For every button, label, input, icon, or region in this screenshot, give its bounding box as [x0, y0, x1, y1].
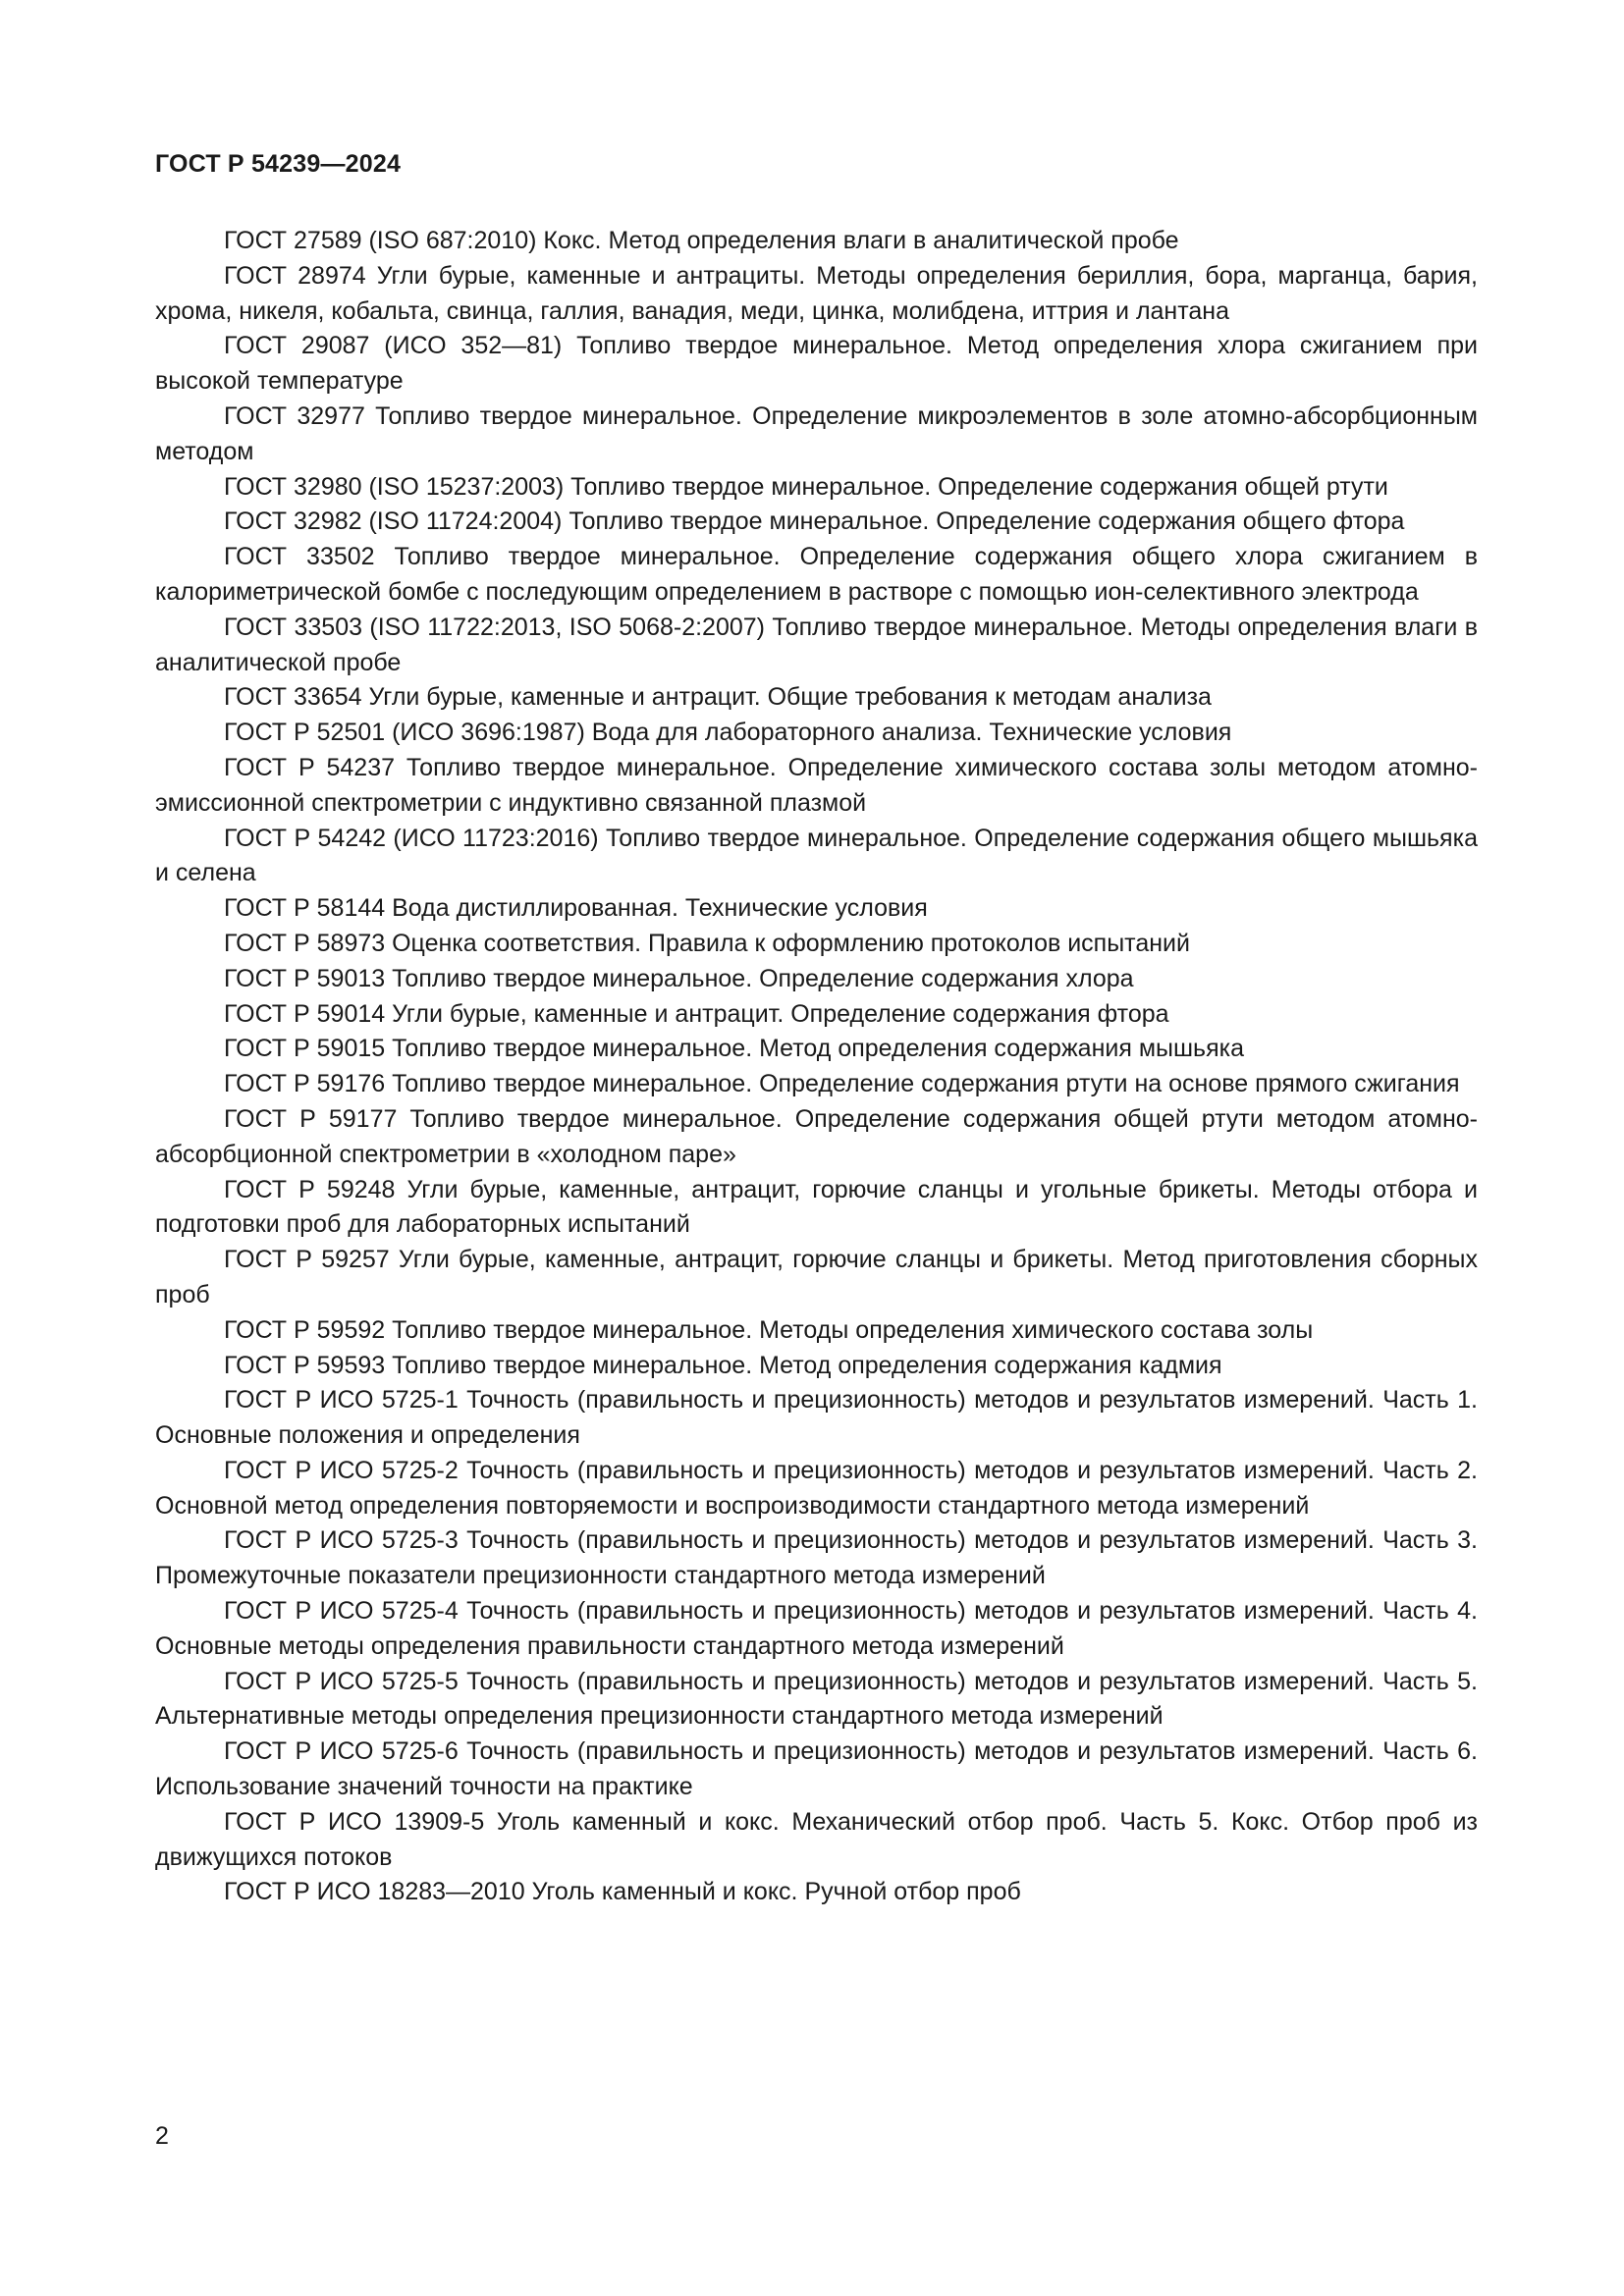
reference-entry: ГОСТ Р ИСО 5725-3 Точность (правильность и прецизионность) методов и результатов измерений. Часть 3. Промежуточные показатели прецизионности стандартного метода измерений [155, 1526, 1478, 1590]
reference-entry: ГОСТ 32977 Топливо твердое минеральное. Определение микроэлементов в золе атомно-абсорбционным методом [155, 401, 1478, 465]
reference-entry: ГОСТ Р 59014 Угли бурые, каменные и антрацит. Определение содержания фтора [224, 999, 1169, 1028]
reference-entry: ГОСТ Р ИСО 5725-2 Точность (правильность и прецизионность) методов и результатов измерений. Часть 2. Основной метод определения повторяемости и воспроизводимости стандартного метода измерений [155, 1456, 1478, 1520]
page-number: 2 [155, 2122, 169, 2150]
reference-entry: ГОСТ Р ИСО 5725-4 Точность (правильность и прецизионность) методов и результатов измерений. Часть 4. Основные методы определения правильности стандартного метода измерений [155, 1597, 1478, 1660]
reference-entry: ГОСТ Р 54242 (ИСО 11723:2016) Топливо твердое минеральное. Определение содержания общего мышьяка и селена [155, 824, 1478, 887]
reference-entry: ГОСТ Р 59176 Топливо твердое минеральное. Определение содержания ртути на основе прямого сжигания [224, 1070, 1460, 1098]
reference-entry: ГОСТ Р 58973 Оценка соответствия. Правила к оформлению протоколов испытаний [224, 929, 1190, 957]
reference-entry: ГОСТ Р ИСО 5725-1 Точность (правильность и прецизионность) методов и результатов измерений. Часть 1. Основные положения и определения [155, 1386, 1478, 1450]
normative-references-list [155, 224, 1478, 1910]
reference-entry: ГОСТ 33502 Топливо твердое минеральное. Определение содержания общего хлора сжиганием в калориметрической бомбе с последующим определением в растворе с помощью ион-селективного электрода [155, 543, 1478, 606]
reference-entry: ГОСТ Р 52501 (ИСО 3696:1987) Вода для лабораторного анализа. Технические условия [224, 719, 1232, 747]
reference-entry: ГОСТ Р 54237 Топливо твердое минеральное. Определение химического состава золы методом атомно-эмиссионной спектрометрии с индуктивно связанной плазмой [155, 753, 1478, 817]
reference-entry: ГОСТ 29087 (ИСО 352—81) Топливо твердое минеральное. Метод определения хлора сжиганием при высокой температуре [155, 332, 1478, 396]
reference-entry: ГОСТ 33503 (ISO 11722:2013, ISO 5068-2:2007) Топливо твердое минеральное. Методы определения влаги в аналитической пробе [155, 613, 1478, 676]
reference-entry: ГОСТ 33654 Угли бурые, каменные и антрацит. Общие требования к методам анализа [224, 683, 1212, 712]
reference-entry: ГОСТ Р 59592 Топливо твердое минеральное. Методы определения химического состава золы [224, 1315, 1314, 1344]
reference-entry: ГОСТ Р 58144 Вода дистиллированная. Технические условия [224, 894, 928, 923]
reference-entry: ГОСТ Р ИСО 13909-5 Уголь каменный и кокс. Механический отбор проб. Часть 5. Кокс. Отбор проб из движущихся потоков [155, 1807, 1478, 1871]
reference-entry: ГОСТ 27589 (ISO 687:2010) Кокс. Метод определения влаги в аналитической пробе [224, 227, 1179, 254]
reference-entry: ГОСТ Р ИСО 5725-6 Точность (правильность и прецизионность) методов и результатов измерений. Часть 6. Использование значений точности на практике [155, 1737, 1478, 1801]
reference-entry: ГОСТ Р 59257 Угли бурые, каменные, антрацит, горючие сланцы и брикеты. Метод приготовления сборных проб [155, 1246, 1478, 1308]
reference-entry: ГОСТ Р 59248 Угли бурые, каменные, антрацит, горючие сланцы и угольные брикеты. Методы отбора и подготовки проб для лабораторных испытаний [155, 1175, 1478, 1239]
reference-entry: ГОСТ Р 59177 Топливо твердое минеральное. Определение содержания общей ртути методом атомно-абсорбционной спектрометрии в «холодном паре» [155, 1104, 1478, 1168]
reference-entry: ГОСТ Р 59593 Топливо твердое минеральное. Метод определения содержания кадмия [224, 1351, 1222, 1379]
reference-entry: ГОСТ Р ИСО 5725-5 Точность (правильность и прецизионность) методов и результатов измерений. Часть 5. Альтернативные методы определения прецизионности стандартного метода измерений [155, 1667, 1478, 1731]
reference-entry: ГОСТ 32982 (ISO 11724:2004) Топливо твердое минеральное. Определение содержания общего фтора [224, 507, 1405, 536]
document-header: ГОСТ Р 54239—2024 [155, 150, 402, 178]
reference-entry: ГОСТ Р 59013 Топливо твердое минеральное. Определение содержания хлора [224, 964, 1134, 992]
reference-entry: ГОСТ Р ИСО 18283—2010 Уголь каменный и кокс. Ручной отбор проб [224, 1878, 1021, 1906]
reference-entry: ГОСТ 32980 (ISO 15237:2003) Топливо твердое минеральное. Определение содержания общей ртути [224, 472, 1388, 501]
reference-entry: ГОСТ Р 59015 Топливо твердое минеральное. Метод определения содержания мышьяка [224, 1035, 1245, 1063]
reference-entry: ГОСТ 28974 Угли бурые, каменные и антрациты. Методы определения бериллия, бора, марганца, бария, хрома, никеля, кобальта, свинца, галлия, ванадия, меди, цинка, молибдена, иттрия и лантана [155, 261, 1478, 325]
